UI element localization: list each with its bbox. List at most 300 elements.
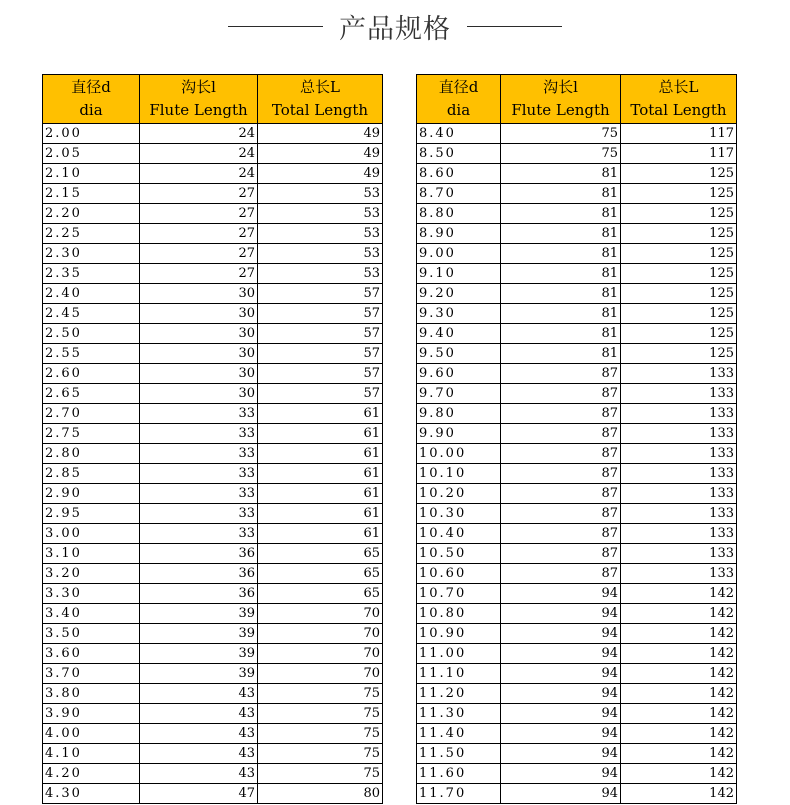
cell-dia: 10.60 — [417, 564, 501, 584]
cell-total-length: 142 — [621, 724, 737, 744]
table-row — [417, 564, 737, 584]
cell-dia: 10.50 — [417, 544, 501, 564]
header-dia-en: dia — [79, 101, 103, 119]
cell-dia: 3.50 — [43, 624, 140, 644]
cell-flute-length: 27 — [140, 264, 258, 284]
cell-total-length: 142 — [621, 744, 737, 764]
cell-total-length: 70 — [258, 664, 383, 684]
cell-dia: 3.80 — [43, 684, 140, 704]
cell-dia: 3.20 — [43, 564, 140, 584]
table-row — [417, 184, 737, 204]
cell-total-length: 125 — [621, 224, 737, 244]
table-row — [417, 224, 737, 244]
cell-flute-length: 33 — [140, 464, 258, 484]
table-row — [417, 784, 737, 804]
cell-total-length: 125 — [621, 204, 737, 224]
cell-dia: 3.00 — [43, 524, 140, 544]
cell-dia: 9.10 — [417, 264, 501, 284]
cell-total-length: 53 — [258, 244, 383, 264]
cell-total-length: 57 — [258, 344, 383, 364]
cell-flute-length: 81 — [501, 204, 621, 224]
cell-dia: 10.80 — [417, 604, 501, 624]
cell-total-length: 61 — [258, 464, 383, 484]
cell-dia: 11.20 — [417, 684, 501, 704]
cell-dia: 8.60 — [417, 164, 501, 184]
cell-flute-length: 43 — [140, 764, 258, 784]
cell-dia: 3.10 — [43, 544, 140, 564]
table-row — [43, 164, 383, 184]
title-divider-right — [467, 26, 562, 27]
table-row — [417, 364, 737, 384]
table-header-row — [43, 75, 383, 124]
cell-dia: 2.60 — [43, 364, 140, 384]
cell-dia: 4.20 — [43, 764, 140, 784]
cell-dia: 11.50 — [417, 744, 501, 764]
table-row — [417, 444, 737, 464]
cell-dia: 8.70 — [417, 184, 501, 204]
cell-flute-length: 33 — [140, 484, 258, 504]
table-row — [417, 164, 737, 184]
table-row — [43, 444, 383, 464]
cell-flute-length: 94 — [501, 604, 621, 624]
cell-total-length: 125 — [621, 324, 737, 344]
table-row — [43, 624, 383, 644]
cell-total-length: 133 — [621, 424, 737, 444]
table-body-right — [417, 124, 737, 804]
cell-total-length: 133 — [621, 524, 737, 544]
cell-flute-length: 43 — [140, 724, 258, 744]
header-dia-cn: 直径d — [438, 78, 479, 96]
table-row — [417, 664, 737, 684]
cell-total-length: 142 — [621, 704, 737, 724]
cell-total-length: 125 — [621, 304, 737, 324]
cell-total-length: 65 — [258, 564, 383, 584]
cell-flute-length: 87 — [501, 464, 621, 484]
header-dia-cn: 直径d — [71, 78, 111, 96]
table-row — [417, 744, 737, 764]
header-total-en: Total Length — [271, 101, 369, 119]
table-row — [417, 204, 737, 224]
cell-dia: 2.35 — [43, 264, 140, 284]
cell-dia: 8.40 — [417, 124, 501, 144]
table-row — [43, 584, 383, 604]
cell-total-length: 125 — [621, 284, 737, 304]
cell-total-length: 133 — [621, 464, 737, 484]
table-row — [417, 544, 737, 564]
cell-dia: 10.00 — [417, 444, 501, 464]
title-row — [0, 0, 790, 52]
table-row — [417, 344, 737, 364]
table-row — [43, 784, 383, 804]
cell-dia: 2.95 — [43, 504, 140, 524]
cell-total-length: 49 — [258, 144, 383, 164]
cell-dia: 2.85 — [43, 464, 140, 484]
cell-total-length: 133 — [621, 544, 737, 564]
cell-flute-length: 36 — [140, 544, 258, 564]
spec-table-right — [416, 74, 737, 804]
cell-total-length: 75 — [258, 764, 383, 784]
cell-flute-length: 39 — [140, 644, 258, 664]
cell-flute-length: 87 — [501, 384, 621, 404]
cell-total-length: 133 — [621, 504, 737, 524]
table-row — [43, 544, 383, 564]
table-row — [43, 484, 383, 504]
cell-total-length: 70 — [258, 604, 383, 624]
header-total-en: Total Length — [630, 101, 727, 119]
table-row — [43, 264, 383, 284]
cell-total-length: 142 — [621, 624, 737, 644]
cell-total-length: 70 — [258, 644, 383, 664]
table-row — [43, 124, 383, 144]
cell-total-length: 65 — [258, 544, 383, 564]
cell-dia: 10.70 — [417, 584, 501, 604]
cell-total-length: 133 — [621, 444, 737, 464]
cell-flute-length: 94 — [501, 724, 621, 744]
cell-flute-length: 87 — [501, 364, 621, 384]
cell-dia: 11.70 — [417, 784, 501, 804]
cell-dia: 9.80 — [417, 404, 501, 424]
cell-flute-length: 94 — [501, 644, 621, 664]
cell-flute-length: 24 — [140, 164, 258, 184]
cell-flute-length: 81 — [501, 284, 621, 304]
table-row — [43, 304, 383, 324]
cell-flute-length: 33 — [140, 424, 258, 444]
cell-total-length: 142 — [621, 684, 737, 704]
cell-dia: 11.00 — [417, 644, 501, 664]
table-row — [43, 644, 383, 664]
cell-total-length: 117 — [621, 124, 737, 144]
cell-dia: 2.25 — [43, 224, 140, 244]
cell-flute-length: 94 — [501, 784, 621, 804]
table-row — [43, 404, 383, 424]
cell-dia: 10.20 — [417, 484, 501, 504]
table-row — [43, 604, 383, 624]
cell-flute-length: 27 — [140, 204, 258, 224]
table-row — [417, 724, 737, 744]
table-row — [417, 384, 737, 404]
cell-flute-length: 81 — [501, 224, 621, 244]
cell-dia: 2.80 — [43, 444, 140, 464]
header-total-length — [621, 75, 737, 124]
cell-dia: 4.30 — [43, 784, 140, 804]
cell-total-length: 61 — [258, 424, 383, 444]
table-row — [43, 324, 383, 344]
header-flute-length — [501, 75, 621, 124]
cell-total-length: 125 — [621, 264, 737, 284]
cell-dia: 2.00 — [43, 124, 140, 144]
table-header-row — [417, 75, 737, 124]
table-row — [417, 264, 737, 284]
cell-total-length: 61 — [258, 484, 383, 504]
cell-total-length: 53 — [258, 184, 383, 204]
cell-total-length: 57 — [258, 384, 383, 404]
cell-flute-length: 24 — [140, 144, 258, 164]
table-row — [417, 244, 737, 264]
table-row — [43, 564, 383, 584]
table-row — [43, 464, 383, 484]
cell-dia: 4.00 — [43, 724, 140, 744]
table-row — [417, 584, 737, 604]
cell-flute-length: 39 — [140, 624, 258, 644]
cell-dia: 8.90 — [417, 224, 501, 244]
cell-dia: 10.30 — [417, 504, 501, 524]
cell-flute-length: 27 — [140, 244, 258, 264]
cell-total-length: 125 — [621, 184, 737, 204]
cell-total-length: 75 — [258, 684, 383, 704]
table-row — [417, 604, 737, 624]
cell-total-length: 142 — [621, 664, 737, 684]
table-row — [43, 684, 383, 704]
cell-dia: 11.10 — [417, 664, 501, 684]
header-dia-en: dia — [446, 101, 471, 119]
cell-dia: 4.10 — [43, 744, 140, 764]
cell-total-length: 133 — [621, 484, 737, 504]
cell-flute-length: 94 — [501, 684, 621, 704]
header-total-cn: 总长L — [300, 78, 340, 96]
table-row — [43, 144, 383, 164]
cell-dia: 11.60 — [417, 764, 501, 784]
cell-dia: 11.40 — [417, 724, 501, 744]
header-dia — [417, 75, 501, 124]
header-flute-en: Flute Length — [511, 101, 610, 119]
cell-total-length: 61 — [258, 444, 383, 464]
table-row — [417, 684, 737, 704]
cell-dia: 2.75 — [43, 424, 140, 444]
cell-flute-length: 43 — [140, 684, 258, 704]
table-row — [417, 124, 737, 144]
cell-flute-length: 87 — [501, 504, 621, 524]
cell-dia: 2.05 — [43, 144, 140, 164]
table-row — [417, 404, 737, 424]
table-row — [43, 284, 383, 304]
cell-flute-length: 36 — [140, 584, 258, 604]
cell-total-length: 75 — [258, 704, 383, 724]
cell-flute-length: 94 — [501, 764, 621, 784]
header-total-length — [258, 75, 383, 124]
cell-flute-length: 87 — [501, 404, 621, 424]
cell-flute-length: 94 — [501, 624, 621, 644]
spec-table-left — [42, 74, 383, 804]
cell-dia: 9.90 — [417, 424, 501, 444]
cell-flute-length: 94 — [501, 584, 621, 604]
cell-flute-length: 27 — [140, 184, 258, 204]
table-row — [43, 704, 383, 724]
cell-total-length: 57 — [258, 284, 383, 304]
table-row — [43, 364, 383, 384]
title-divider-left — [228, 26, 323, 27]
cell-dia: 3.30 — [43, 584, 140, 604]
cell-total-length: 133 — [621, 384, 737, 404]
cell-dia: 10.40 — [417, 524, 501, 544]
cell-flute-length: 87 — [501, 524, 621, 544]
cell-flute-length: 36 — [140, 564, 258, 584]
table-row — [43, 244, 383, 264]
cell-dia: 2.70 — [43, 404, 140, 424]
cell-total-length: 133 — [621, 364, 737, 384]
cell-dia: 9.00 — [417, 244, 501, 264]
cell-flute-length: 33 — [140, 504, 258, 524]
cell-flute-length: 33 — [140, 524, 258, 544]
cell-total-length: 65 — [258, 584, 383, 604]
cell-dia: 11.30 — [417, 704, 501, 724]
cell-flute-length: 30 — [140, 324, 258, 344]
table-row — [43, 764, 383, 784]
cell-total-length: 142 — [621, 784, 737, 804]
table-row — [43, 384, 383, 404]
cell-total-length: 53 — [258, 224, 383, 244]
table-row — [417, 144, 737, 164]
cell-dia: 3.40 — [43, 604, 140, 624]
cell-dia: 2.50 — [43, 324, 140, 344]
cell-total-length: 75 — [258, 724, 383, 744]
table-row — [43, 504, 383, 524]
table-row — [417, 764, 737, 784]
cell-flute-length: 30 — [140, 284, 258, 304]
cell-flute-length: 33 — [140, 404, 258, 424]
table-row — [43, 524, 383, 544]
cell-dia: 2.55 — [43, 344, 140, 364]
cell-dia: 2.90 — [43, 484, 140, 504]
cell-total-length: 117 — [621, 144, 737, 164]
cell-flute-length: 43 — [140, 704, 258, 724]
table-row — [43, 424, 383, 444]
cell-total-length: 133 — [621, 564, 737, 584]
cell-flute-length: 30 — [140, 304, 258, 324]
cell-dia: 2.15 — [43, 184, 140, 204]
cell-dia: 9.30 — [417, 304, 501, 324]
table-row — [417, 424, 737, 444]
table-row — [43, 344, 383, 364]
cell-total-length: 70 — [258, 624, 383, 644]
page-title: 产品规格 — [339, 13, 451, 45]
cell-total-length: 142 — [621, 644, 737, 664]
cell-flute-length: 81 — [501, 324, 621, 344]
cell-flute-length: 75 — [501, 144, 621, 164]
cell-flute-length: 87 — [501, 424, 621, 444]
cell-flute-length: 27 — [140, 224, 258, 244]
header-flute-cn: 沟长l — [181, 78, 216, 96]
cell-total-length: 53 — [258, 204, 383, 224]
cell-flute-length: 39 — [140, 664, 258, 684]
cell-flute-length: 87 — [501, 564, 621, 584]
table-row — [43, 664, 383, 684]
cell-flute-length: 81 — [501, 304, 621, 324]
cell-total-length: 142 — [621, 584, 737, 604]
cell-dia: 2.10 — [43, 164, 140, 184]
table-row — [43, 724, 383, 744]
cell-total-length: 80 — [258, 784, 383, 804]
cell-flute-length: 87 — [501, 484, 621, 504]
cell-total-length: 125 — [621, 344, 737, 364]
cell-flute-length: 33 — [140, 444, 258, 464]
header-flute-length — [140, 75, 258, 124]
cell-flute-length: 30 — [140, 344, 258, 364]
cell-total-length: 133 — [621, 404, 737, 424]
table-row — [417, 324, 737, 344]
cell-total-length: 49 — [258, 124, 383, 144]
cell-total-length: 61 — [258, 404, 383, 424]
cell-total-length: 125 — [621, 164, 737, 184]
cell-total-length: 57 — [258, 364, 383, 384]
table-row — [43, 204, 383, 224]
cell-dia: 8.80 — [417, 204, 501, 224]
cell-dia: 9.60 — [417, 364, 501, 384]
cell-flute-length: 39 — [140, 604, 258, 624]
cell-flute-length: 94 — [501, 664, 621, 684]
cell-flute-length: 81 — [501, 244, 621, 264]
cell-total-length: 57 — [258, 304, 383, 324]
cell-total-length: 75 — [258, 744, 383, 764]
cell-flute-length: 81 — [501, 164, 621, 184]
cell-dia: 10.10 — [417, 464, 501, 484]
cell-total-length: 61 — [258, 504, 383, 524]
cell-total-length: 53 — [258, 264, 383, 284]
cell-flute-length: 81 — [501, 344, 621, 364]
table-body-left — [43, 124, 383, 804]
table-row — [417, 524, 737, 544]
cell-dia: 2.30 — [43, 244, 140, 264]
table-row — [43, 224, 383, 244]
header-total-cn: 总长L — [658, 78, 699, 96]
table-row — [43, 744, 383, 764]
table-row — [43, 184, 383, 204]
cell-dia: 3.90 — [43, 704, 140, 724]
cell-dia: 9.50 — [417, 344, 501, 364]
cell-dia: 2.20 — [43, 204, 140, 224]
cell-dia: 10.90 — [417, 624, 501, 644]
cell-dia: 9.20 — [417, 284, 501, 304]
header-flute-cn: 沟长l — [543, 78, 578, 96]
cell-flute-length: 94 — [501, 744, 621, 764]
table-row — [417, 484, 737, 504]
cell-total-length: 142 — [621, 764, 737, 784]
cell-total-length: 61 — [258, 524, 383, 544]
header-dia — [43, 75, 140, 124]
table-row — [417, 284, 737, 304]
table-row — [417, 704, 737, 724]
cell-flute-length: 87 — [501, 544, 621, 564]
cell-flute-length: 81 — [501, 264, 621, 284]
table-row — [417, 504, 737, 524]
cell-flute-length: 30 — [140, 384, 258, 404]
cell-dia: 9.40 — [417, 324, 501, 344]
cell-dia: 2.65 — [43, 384, 140, 404]
cell-flute-length: 75 — [501, 124, 621, 144]
cell-dia: 3.70 — [43, 664, 140, 684]
cell-dia: 8.50 — [417, 144, 501, 164]
cell-flute-length: 47 — [140, 784, 258, 804]
cell-total-length: 49 — [258, 164, 383, 184]
table-row — [417, 624, 737, 644]
cell-flute-length: 43 — [140, 744, 258, 764]
cell-total-length: 142 — [621, 604, 737, 624]
table-row — [417, 304, 737, 324]
cell-flute-length: 81 — [501, 184, 621, 204]
cell-dia: 9.70 — [417, 384, 501, 404]
cell-flute-length: 87 — [501, 444, 621, 464]
header-flute-en: Flute Length — [149, 101, 248, 119]
cell-dia: 3.60 — [43, 644, 140, 664]
cell-dia: 2.45 — [43, 304, 140, 324]
cell-dia: 2.40 — [43, 284, 140, 304]
table-row — [417, 464, 737, 484]
cell-flute-length: 94 — [501, 704, 621, 724]
cell-flute-length: 24 — [140, 124, 258, 144]
cell-flute-length: 30 — [140, 364, 258, 384]
table-row — [417, 644, 737, 664]
cell-total-length: 125 — [621, 244, 737, 264]
cell-total-length: 57 — [258, 324, 383, 344]
